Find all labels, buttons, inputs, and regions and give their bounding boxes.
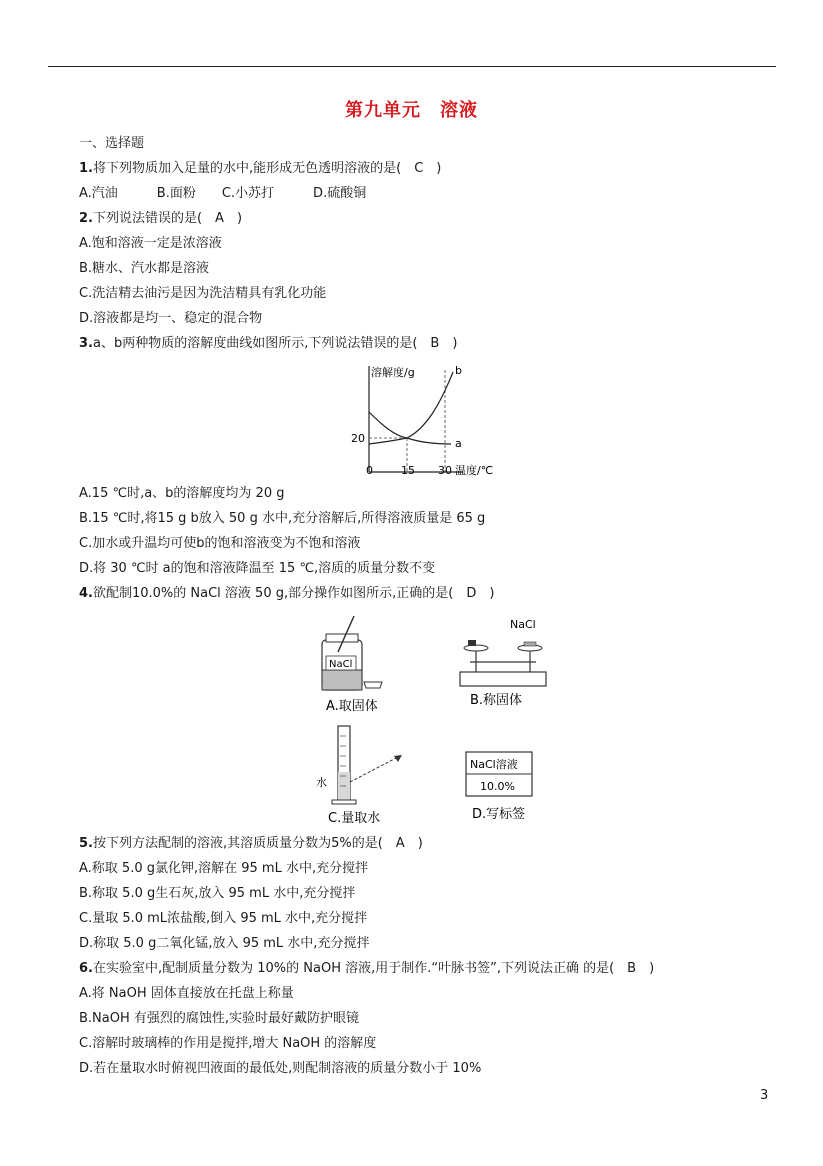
question-1 [79, 161, 441, 177]
question-stem: a、b两种物质的溶解度曲线如图所示,下列说法错误的是( B ) [92, 336, 458, 351]
option-a: A.15 ℃时,a、b的溶解度均为 20 g [79, 486, 285, 501]
water-label: 水 [316, 776, 327, 789]
question-4 [79, 586, 494, 602]
curve-a-label: a [455, 437, 462, 450]
option-c: C.加水或升温均可使b的饱和溶液变为不饱和溶液 [79, 536, 361, 551]
tag-line-1: NaCl溶液 [470, 758, 518, 771]
question-6 [79, 961, 654, 977]
option-d: D.若在量取水时俯视凹液面的最低处,则配制溶液的质量分数小于 10% [79, 1061, 482, 1076]
y-axis-label: 溶解度/g [371, 366, 415, 379]
page-number: 3 [760, 1088, 769, 1103]
question-number: 6. [79, 961, 93, 976]
question-stem: 欲配制10.0%的 NaCl 溶液 50 g,部分操作如图所示,正确的是( D ) [92, 586, 495, 601]
question-stem: 下列说法错误的是( A ) [92, 211, 243, 226]
caption-b: B.称固体 [470, 693, 523, 708]
option-a: A.饱和溶液一定是浓溶液 [79, 236, 222, 251]
question-stem: 将下列物质加入足量的水中,能形成无色透明溶液的是( C ) [92, 161, 442, 176]
section-heading: 一、选择题 [79, 136, 145, 151]
question-stem: 按下列方法配制的溶液,其溶质质量分数为5%的是( A ) [92, 836, 423, 851]
question-1-options: A.汽油 B.面粉 C.小苏打 D.硫酸铜 [79, 186, 367, 201]
question-number: 2. [79, 211, 93, 226]
option-c: C.量取 5.0 mL浓盐酸,倒入 95 mL 水中,充分搅拌 [79, 911, 368, 926]
x-tick-label-30: 30 [438, 464, 452, 477]
option-d: D.溶液都是均一、稳定的混合物 [79, 311, 263, 326]
x-tick-label-15: 15 [401, 464, 415, 477]
option-b: B.NaOH 有强烈的腐蚀性,实验时最好戴防护眼镜 [79, 1011, 360, 1026]
lab-operation-figures [310, 612, 560, 824]
solubility-curve-figure [335, 362, 515, 480]
jar-label: NaCl [329, 659, 353, 670]
question-number: 5. [79, 836, 93, 851]
header-rule [48, 66, 776, 67]
option-a: A.称取 5.0 g氯化钾,溶解在 95 mL 水中,充分搅拌 [79, 861, 369, 876]
caption-d: D.写标签 [472, 807, 526, 822]
option-b: B.糖水、汽水都是溶液 [79, 261, 210, 276]
curve-b-label: b [455, 364, 462, 377]
question-number: 4. [79, 586, 93, 601]
option-c: C.洗洁精去油污是因为洗洁精具有乳化功能 [79, 286, 327, 301]
tag-figure [466, 752, 532, 822]
question-3 [79, 336, 457, 352]
caption-a: A.取固体 [326, 699, 378, 714]
option-b: B.称取 5.0 g生石灰,放入 95 mL 水中,充分搅拌 [79, 886, 356, 901]
option-b: B.15 ℃时,将15 g b放入 50 g 水中,充分溶解后,所得溶液质量是 65 g [79, 511, 486, 526]
curve-a [369, 412, 451, 444]
question-stem: 在实验室中,配制质量分数为 10%的 NaOH 溶液,用于制作.“叶脉书签”,下列说法正确 的是( B ) [92, 961, 655, 976]
curve-b [369, 372, 453, 444]
y-tick-label: 20 [351, 432, 365, 445]
page-title: 第九单元 溶液 [345, 100, 478, 121]
cylinder-figure [316, 726, 402, 824]
option-c: C.溶解时玻璃棒的作用是搅拌,增大 NaOH 的溶解度 [79, 1036, 377, 1051]
balance-figure [460, 618, 546, 708]
x-axis-label: 温度/℃ [455, 464, 494, 477]
question-5 [79, 836, 423, 852]
question-number: 1. [79, 161, 93, 176]
x-tick-label-0: 0 [366, 464, 373, 477]
option-a: A.将 NaOH 固体直接放在托盘上称量 [79, 986, 294, 1001]
caption-c: C.量取水 [328, 811, 381, 824]
option-d: D.将 30 ℃时 a的饱和溶液降温至 15 ℃,溶质的质量分数不变 [79, 561, 436, 576]
balance-label: NaCl [510, 618, 536, 631]
jar-figure [322, 616, 382, 714]
question-number: 3. [79, 336, 93, 351]
tag-line-2: 10.0% [480, 780, 515, 793]
option-d: D.称取 5.0 g二氧化锰,放入 95 mL 水中,充分搅拌 [79, 936, 370, 951]
question-2 [79, 211, 242, 227]
